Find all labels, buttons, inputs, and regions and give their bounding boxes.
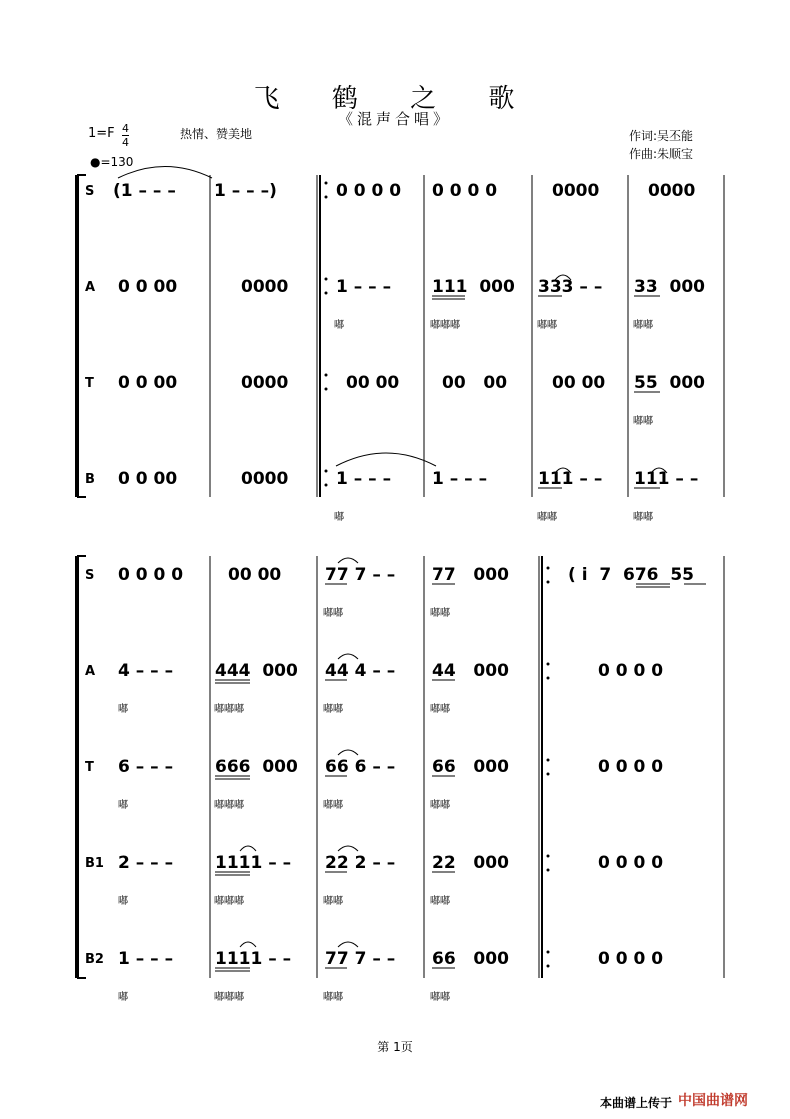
voice-label-b1: B1	[85, 856, 104, 871]
lyric: 嘟嘟	[537, 512, 557, 523]
measure: 0000	[241, 277, 289, 297]
measure: 1 – – –)	[214, 181, 277, 201]
site-logo: 中国曲谱网	[678, 1093, 748, 1109]
upload-note: 本曲谱上传于	[600, 1096, 673, 1110]
measure: 0 0 00	[118, 469, 178, 489]
measure: 00 00	[442, 373, 508, 393]
measure: 0 0 0 0	[598, 661, 664, 681]
measure: 111 – –	[538, 469, 603, 489]
voice-label-b2: B2	[85, 952, 104, 967]
lyric: 嘟嘟嘟	[214, 704, 244, 715]
measure: 111 000	[432, 277, 515, 297]
voice-label-s: S	[85, 568, 95, 583]
measure: 1 – – –	[432, 469, 488, 489]
lyric: 嘟嘟	[430, 608, 450, 619]
measure: 1 – – –	[118, 949, 174, 969]
voice-label-t: T	[85, 376, 94, 391]
measure: 111 – –	[634, 469, 699, 489]
measure: 22 2 – –	[325, 853, 396, 873]
slur	[240, 942, 256, 947]
measure: 77 000	[432, 565, 509, 585]
measure: 77 7 – –	[325, 565, 396, 585]
tempo-value: =130	[100, 155, 134, 169]
measure: 1 – – –	[336, 469, 392, 489]
measure: ( i 7 676 55	[568, 565, 694, 585]
measure: 22 000	[432, 853, 509, 873]
measure: 0 0 0 0	[598, 949, 664, 969]
measure: 2 – – –	[118, 853, 174, 873]
lyric: 嘟	[118, 992, 128, 1003]
lyric: 嘟嘟	[430, 800, 450, 811]
slur	[336, 453, 436, 466]
measure: 00 00	[346, 373, 400, 393]
lyric: 嘟	[118, 800, 128, 811]
measure: 0 0 0 0	[118, 565, 184, 585]
score-title: 飞 鹤 之 歌	[253, 84, 537, 114]
voice-label-s: S	[85, 184, 95, 199]
measure: 1111 – –	[215, 853, 292, 873]
lyric: 嘟嘟	[430, 896, 450, 907]
measure: 1 – – –	[336, 277, 392, 297]
voice-label-b: B	[85, 472, 95, 487]
measure: 0 0 0 0	[432, 181, 498, 201]
lyric: 嘟嘟嘟	[214, 896, 244, 907]
lyric: 嘟嘟	[633, 416, 653, 427]
measure: 0 0 0 0	[598, 853, 664, 873]
lyric: 嘟	[334, 320, 344, 331]
measure: 0 0 00	[118, 277, 178, 297]
slur	[240, 846, 256, 851]
measure: 4 – – –	[118, 661, 174, 681]
lyric: 嘟嘟嘟	[214, 992, 244, 1003]
lyric: 嘟嘟	[633, 512, 653, 523]
lyric: 嘟嘟	[323, 896, 343, 907]
key-signature: 1=F	[88, 126, 115, 141]
measure: 0000	[241, 469, 289, 489]
measure: 66 000	[432, 757, 509, 777]
lyric: 嘟嘟	[430, 992, 450, 1003]
measure: 55 000	[634, 373, 705, 393]
measure: 00 00	[228, 565, 282, 585]
measure: 0000	[241, 373, 289, 393]
measure: 44 000	[432, 661, 509, 681]
slur	[118, 167, 212, 179]
lyric: 嘟嘟	[537, 320, 557, 331]
measure: (1 – – –	[113, 181, 176, 201]
lyric: 嘟	[334, 512, 344, 523]
measure: 44 4 – –	[325, 661, 396, 681]
lyric: 嘟嘟嘟	[430, 320, 460, 331]
measure: 6 – – –	[118, 757, 174, 777]
measure: 66 000	[432, 949, 509, 969]
lyric: 嘟	[118, 704, 128, 715]
measure: 0 0 00	[118, 373, 178, 393]
measure: 0 0 0 0	[336, 181, 402, 201]
measure: 77 7 – –	[325, 949, 396, 969]
measure: 444 000	[215, 661, 298, 681]
measure: 0 0 0 0	[598, 757, 664, 777]
measure: 1111 – –	[215, 949, 292, 969]
lyric: 嘟嘟	[323, 704, 343, 715]
time-top: 4	[122, 122, 129, 135]
slur	[338, 942, 358, 947]
lyric: 嘟嘟嘟	[214, 800, 244, 811]
measure: 33 000	[634, 277, 705, 297]
lyric: 嘟嘟	[323, 992, 343, 1003]
slur	[338, 750, 358, 755]
measure: 0000	[552, 181, 600, 201]
voice-label-t: T	[85, 760, 94, 775]
lyric: 嘟嘟	[633, 320, 653, 331]
composer: 作曲:朱顺宝	[629, 147, 694, 161]
voice-label-a: A	[85, 664, 96, 679]
measure: 00 00	[552, 373, 606, 393]
lyricist: 作词:吴丕能	[629, 129, 694, 143]
lyric: 嘟嘟	[430, 704, 450, 715]
measure: 333 – –	[538, 277, 603, 297]
measure: 666 000	[215, 757, 298, 777]
slur	[338, 558, 358, 563]
measure: 66 6 – –	[325, 757, 396, 777]
lyric: 嘟	[118, 896, 128, 907]
lyric: 嘟嘟	[323, 608, 343, 619]
slur	[338, 846, 358, 851]
voice-label-a: A	[85, 280, 96, 295]
slur	[338, 654, 358, 659]
score-subtitle: 《混声合唱》	[337, 110, 452, 128]
lyric: 嘟嘟	[323, 800, 343, 811]
expression-mark: 热情、赞美地	[180, 127, 253, 141]
measure: 0000	[648, 181, 696, 201]
time-bottom: 4	[122, 136, 129, 149]
note-icon: ●	[90, 155, 101, 169]
page-number: 第 1页	[377, 1040, 413, 1054]
